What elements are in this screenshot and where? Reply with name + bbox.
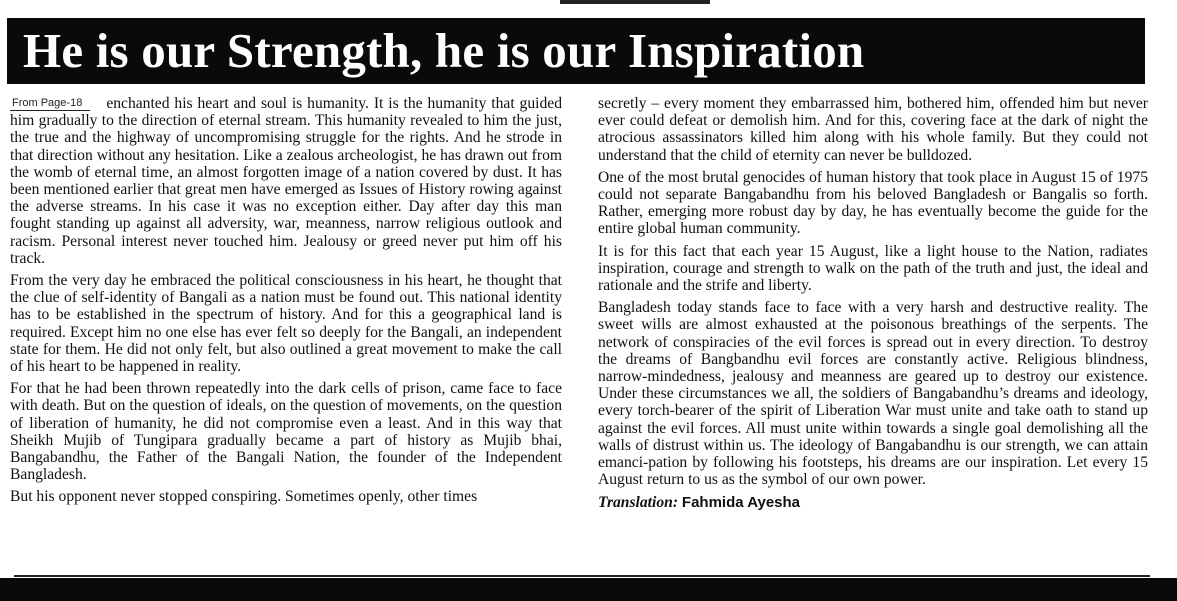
left-paragraph-1-text: enchanted his heart and soul is humanity. It is the humanity that guided him gradually to the direction of eternal stream. This humanity revealed to him the just, the true and the highway of uncompromising struggle for the rights. And he strode in that direction without any hesitation. Like a zealous archeologist, he has drawn out from the womb of eternal time, an almost forgotten image of a nation covered by dust. It has been mentioned earlier that great men have emerged as Issues of History rowing against the adverse streams. In his case it was no exception either. Day after day this man fought standing up against all adversity, war, meanness, narrow religious outlook and racism. Personal interest never touched him. Jealousy or greed never put him off his track. [10, 95, 562, 267]
left-paragraph-1 [10, 95, 562, 267]
left-paragraph-2: From the very day he embraced the political consciousness in his heart, he thought that the clue of self-identity of Bangali as a nation must be found out. This national identity has to be established in the spectrum of history. And for this a geographical land is required. Except him no one else has ever felt so deeply for the Bangali, an independent state for them. He did not only felt, but also outlined a great movement to make the call of his heart to be happened in reality. [10, 272, 562, 376]
left-column [10, 95, 562, 511]
right-page-edge [1150, 0, 1177, 601]
left-paragraph-3: For that he had been thrown repeatedly into the dark cells of prison, came face to face with death. But on the question of ideals, on the question of movements, on the question of liberation of humanity, he did not compromise even a least. And in this way that Sheikh Mujib of Tungipara gradually became a part of history as Mujib bhai, Bangabandhu, the Father of the Bangali Nation, the founder of the Independent Bangladesh. [10, 380, 562, 484]
bottom-rule [14, 575, 1150, 577]
bottom-dark-band [0, 578, 1177, 601]
right-paragraph-2: One of the most brutal genocides of human history that took place in August 15 of 1975 could not separate Bangabandhu from his beloved Bangladesh or Bangalis so forth. Rather, emerging more robust day by day, he has eventually become the guide for the entire global human community. [598, 168, 1148, 238]
headline: He is our Strength, he is our Inspiration [23, 23, 865, 78]
translation-credit [598, 494, 1148, 511]
right-paragraph-3: It is for this fact that each year 15 August, like a light house to the Nation, radiates inspiration, courage and strength to walk on the path of the truth and just, the ideal and rationale and the strife and liberty. [598, 242, 1148, 295]
top-rule-mark [560, 0, 710, 4]
right-column [598, 95, 1148, 512]
from-page-tag: From Page-18 [10, 97, 90, 111]
top-margin [0, 0, 1177, 6]
right-paragraph-4: Bangladesh today stands face to face with a very harsh and destructive reality. The sweet wills are almost exhausted at the poisonous breathings of the serpents. The network of conspiracies of the evil forces is spread out in every direction. To destroy the dreams of Bangbandhu evil forces are constantly active. Religious blindness, narrow-mindedness, jealousy and meanness are geared up to destroy our existence. Under these circumstances we all, the soldiers of Bangabandhu’s dreams and ideology, every torch-bearer of the spirit of Liberation War must unite and take oath to stand up against the evil forces. All must unite within towards a single goal demolishing all the walls of distrust within us. The ideology of Bangabandhu is our strength, we can attain emanci-pation by following his footsteps, his dreams are our inspiration. Let every 15 August return to us as the symbol of our own power. [598, 299, 1148, 489]
left-paragraph-4: But his opponent never stopped conspiring. Sometimes openly, other times [10, 488, 478, 506]
credit-name: Fahmida Ayesha [681, 494, 801, 512]
credit-label: Translation: [598, 494, 679, 512]
right-paragraph-1: secretly – every moment they embarrassed him, bothered him, offended him but never ever could defeat or demolish him. And for this, covering face at the dark of night the atrocious assassinators killed him along with his whole family. But they could not understand that the child of eternity can never be bulldozed. [598, 95, 1148, 164]
headline-banner [7, 18, 1145, 84]
